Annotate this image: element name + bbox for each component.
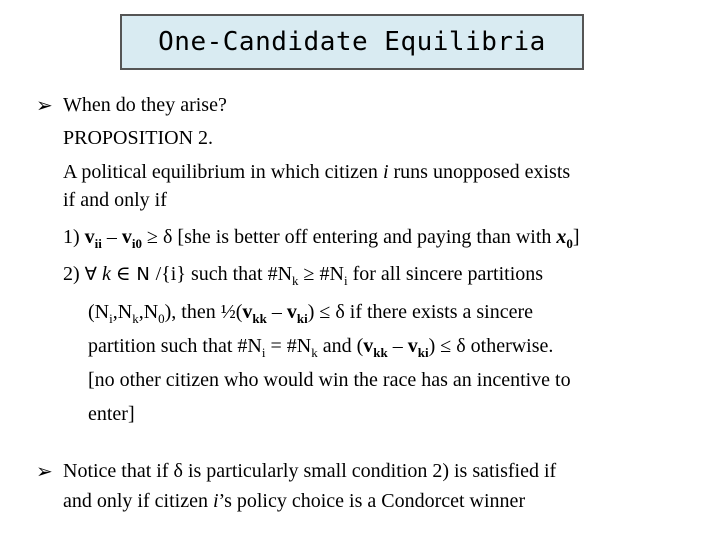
sub: i0 [131,236,143,251]
v: v [121,226,132,248]
sub: k [311,345,318,360]
condition-2-line4: [no other citizen who would win the race has an incentive to [88,369,571,391]
num: 1) [63,226,85,248]
proposition-label: PROPOSITION 2. [63,127,214,149]
slide-title: One-Candidate Equilibria [158,27,546,57]
condition-2 [63,262,543,287]
forall-symbol: ∀ [84,264,97,285]
arrow-bullet-icon: ➢ [36,93,53,117]
minus: – [266,301,287,323]
notice-line2 [63,489,525,513]
sub: kk [373,345,388,360]
text: /{i} [155,263,186,285]
v: v [407,335,418,357]
text: (N [88,301,110,323]
sub: k [292,273,299,288]
text: runs unopposed exists [388,161,571,183]
arrow-bullet-icon: ➢ [36,459,53,483]
text: ) ≤ δ if there exists a sincere [307,301,534,323]
v: v [286,301,297,323]
text: ≥ δ [she is better off entering and paying than with [142,226,557,248]
sub: 0 [566,236,573,251]
text: such that #N [185,263,293,285]
text: ,N [112,301,133,323]
text: and ( [317,335,364,357]
set-N: N [130,264,156,285]
text: partition such that #N [88,335,262,357]
in-symbol: ∈ [115,263,131,285]
var-i: i [382,161,389,183]
title-box [120,14,584,70]
text: ), then ½( [164,301,243,323]
text: A political equilibrium in which citizen [63,161,383,183]
text: ] [572,226,580,248]
k: k [97,263,116,285]
sub: i [261,345,266,360]
v: v [242,301,253,323]
text: ) ≤ δ otherwise. [428,335,554,357]
sub: i [109,311,113,326]
condition-1 [63,225,580,249]
var-i: i [212,490,219,512]
sub: ki [417,345,429,360]
proposition-statement-line1 [63,160,570,184]
sub: i [343,273,348,288]
proposition-statement-line2: if and only if [63,189,167,211]
num: 2) [63,263,85,285]
sub: ki [296,311,308,326]
x: x [556,226,567,248]
sub: 0 [158,311,165,326]
sub: kk [252,311,267,326]
condition-2-line3 [88,334,553,358]
minus: – [101,226,122,248]
text: for all sincere partitions [347,263,544,285]
minus: – [387,335,408,357]
condition-2-line5: enter] [88,403,135,425]
text: ≥ #N [298,263,344,285]
text: ,N [138,301,159,323]
v: v [363,335,374,357]
notice-line1: Notice that if δ is particularly small condition 2) is satisfied if [63,460,557,482]
sub: k [132,311,139,326]
sub: ii [94,236,102,251]
condition-2-line2 [88,300,533,324]
text: ’s policy choice is a Condorcet winner [218,490,526,512]
text: and only if citizen [63,490,213,512]
v: v [84,226,95,248]
text: = #N [265,335,312,357]
bullet-question: When do they arise? [63,94,227,116]
